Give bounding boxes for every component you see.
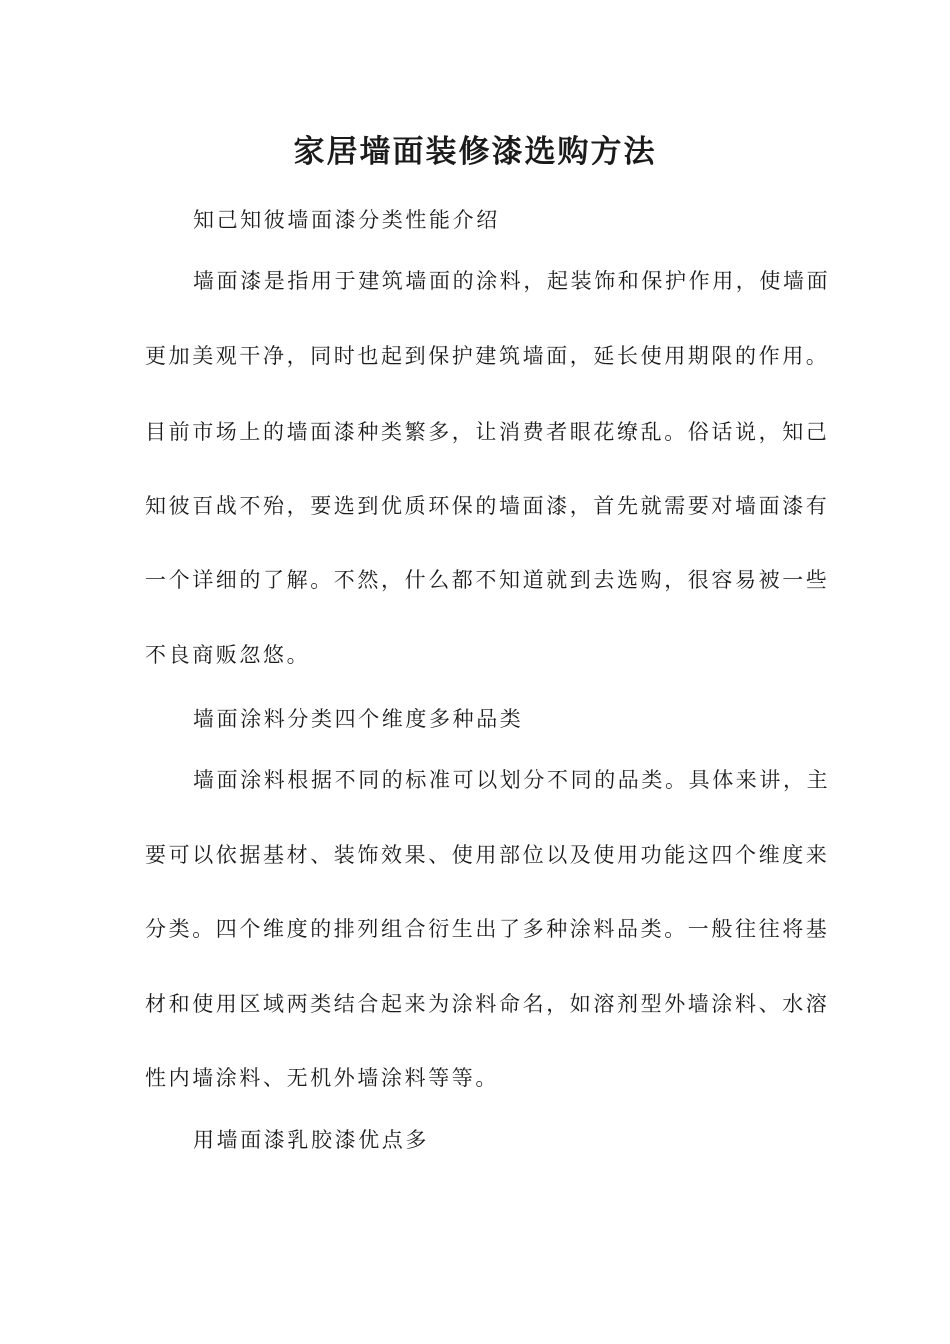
paragraph-line: 目前市场上的墙面漆种类繁多，让消费者眼花缭乱。俗话说，知己 xyxy=(145,420,830,444)
paragraph-line: 知彼百战不殆，要选到优质环保的墙面漆，首先就需要对墙面漆有 xyxy=(145,494,830,518)
paragraph-line: 要可以依据基材、装饰效果、使用部位以及使用功能这四个维度来 xyxy=(145,843,830,867)
section-heading-latex-paint: 用墙面漆乳胶漆优点多 xyxy=(193,1128,429,1152)
section-heading-paint-types: 知己知彼墙面漆分类性能介绍 xyxy=(193,208,500,232)
paragraph-line: 墙面漆是指用于建筑墙面的涂料，起装饰和保护作用，使墙面 xyxy=(193,269,831,293)
paragraph-line: 一个详细的了解。不然，什么都不知道就到去选购，很容易被一些 xyxy=(145,568,830,592)
paragraph-line: 不良商贩忽悠。 xyxy=(145,643,311,667)
document-title: 家居墙面装修漆选购方法 xyxy=(293,134,657,170)
paragraph-line: 更加美观干净，同时也起到保护建筑墙面，延长使用期限的作用。 xyxy=(145,344,830,368)
paragraph-line: 材和使用区域两类结合起来为涂料命名，如溶剂型外墙涂料、水溶 xyxy=(145,992,830,1016)
section-heading-coating-categories: 墙面涂料分类四个维度多种品类 xyxy=(193,707,524,731)
paragraph-line: 性内墙涂料、无机外墙涂料等等。 xyxy=(145,1066,499,1090)
paragraph-line: 分类。四个维度的排列组合衍生出了多种涂料品类。一般往往将基 xyxy=(145,917,830,941)
paragraph-line: 墙面涂料根据不同的标准可以划分不同的品类。具体来讲，主 xyxy=(193,768,831,792)
